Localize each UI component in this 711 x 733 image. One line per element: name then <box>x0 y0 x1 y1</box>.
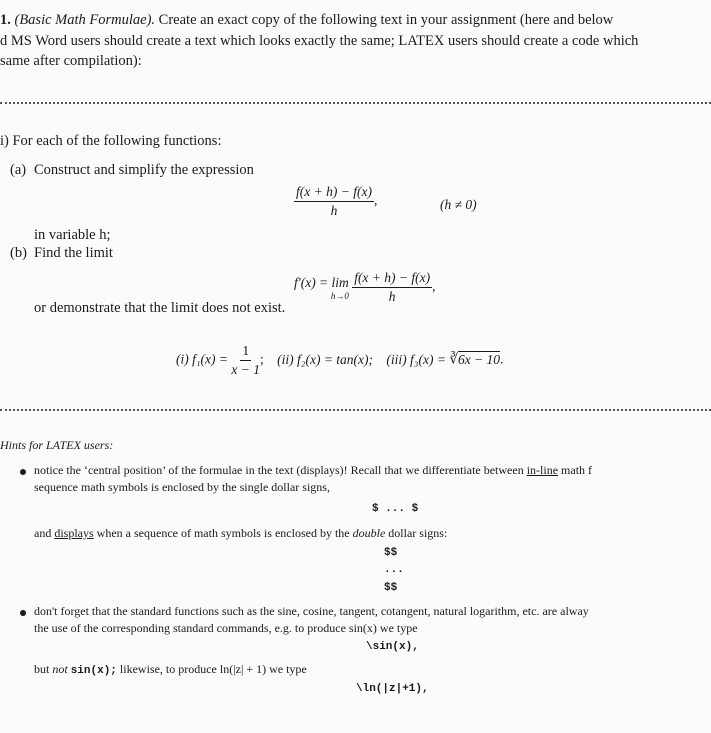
derivative-lhs: f′(x) = lim <box>294 274 349 290</box>
header-line-2: d MS Word users should create a text which looks exactly the same; LATEX users should create a code which <box>0 33 639 49</box>
hint-1-text: notice the ‘central position’ of the formulae in the text (displays)! Recall that we differentiate between <box>34 463 524 477</box>
hint-2-line-1: don't forget that the standard functions such as the sine, cosine, tangent, cotangent, natural logarithm, etc. are alway <box>34 604 589 618</box>
not-word: not <box>52 662 68 676</box>
function-list <box>176 343 503 378</box>
in-variable-text: in variable h; <box>34 227 111 243</box>
f1-separator: ; <box>260 351 264 367</box>
display-close-code: $$ <box>384 582 398 594</box>
item-a-label: (a) <box>10 162 27 178</box>
dotted-separator-top <box>0 102 711 104</box>
or-demonstrate-text: or demonstrate that the limit does not exist. <box>34 300 286 316</box>
but-not-line <box>34 662 307 677</box>
f1-numerator: 1 <box>240 343 251 361</box>
and-text: and <box>34 526 52 540</box>
inline-dollar-code: $ ... $ <box>372 503 419 515</box>
display-open-code: $$ <box>384 547 398 559</box>
likewise-text: likewise, to produce ln(|z| + 1) we type <box>119 662 307 676</box>
hint-1-line-1 <box>34 463 592 478</box>
f3-lhs: (iii) f₃(x) = <box>386 351 446 367</box>
difference-quotient <box>294 184 377 219</box>
hint-1-line-2: sequence math symbols is enclosed by the single dollar signs, <box>34 480 330 494</box>
bullet-icon <box>20 610 26 616</box>
and-displays-line <box>34 526 447 541</box>
item-b-text: Find the limit <box>34 245 113 261</box>
bullet-icon <box>20 469 26 475</box>
limit-comma: , <box>432 278 436 294</box>
cube-root-icon: ∛ <box>449 351 458 367</box>
header-line-3: same after compilation): <box>0 53 142 69</box>
f3-end: . <box>500 351 504 367</box>
and-mid-text: when a sequence of math symbols is enclosed by the <box>96 526 350 540</box>
ln-code: \ln(|z|+1), <box>356 683 429 695</box>
display-dots-code: ... <box>384 564 404 576</box>
f1-denominator: x − 1 <box>231 362 261 377</box>
h-condition: (h ≠ 0) <box>440 197 477 212</box>
header-line-1 <box>0 12 613 29</box>
limit-numerator: f(x + h) − f(x) <box>352 270 432 288</box>
dq-numerator: f(x + h) − f(x) <box>294 184 374 202</box>
exercise-number: 1. <box>0 12 11 28</box>
task-intro: i) For each of the following functions: <box>0 133 222 149</box>
item-a-text: Construct and simplify the expression <box>34 162 254 178</box>
f3-radicand: 6x − 10 <box>457 351 501 367</box>
sin-plain-code: sin(x); <box>70 665 117 677</box>
and-end-text: dollar signs: <box>388 526 448 540</box>
limit-subscript: h→0 <box>330 290 349 301</box>
hint-2-line-2: the use of the corresponding standard commands, e.g. to produce sin(x) we type <box>34 621 418 635</box>
f1-lhs: (i) f₁(x) = <box>176 351 229 367</box>
sin-code: \sin(x), <box>366 641 419 653</box>
dq-denominator: h <box>330 203 338 218</box>
limit-denominator: h <box>388 289 396 304</box>
hint-1-tail: math f <box>561 463 593 477</box>
in-line-link[interactable]: in-line <box>526 463 559 477</box>
f2-definition: (ii) f₂(x) = tan(x); <box>277 351 374 367</box>
item-b-label: (b) <box>10 245 27 261</box>
but-text: but <box>34 662 50 676</box>
dotted-separator-bottom <box>0 409 711 411</box>
displays-link[interactable]: displays <box>54 526 94 540</box>
exercise-intro: Create an exact copy of the following text in your assignment (here and below <box>158 12 614 28</box>
derivative-definition <box>294 270 436 305</box>
dq-comma: , <box>373 192 378 208</box>
exercise-label: (Basic Math Formulae). <box>14 12 156 28</box>
double-word: double <box>352 526 386 540</box>
hints-title: Hints for LATEX users: <box>0 438 114 452</box>
